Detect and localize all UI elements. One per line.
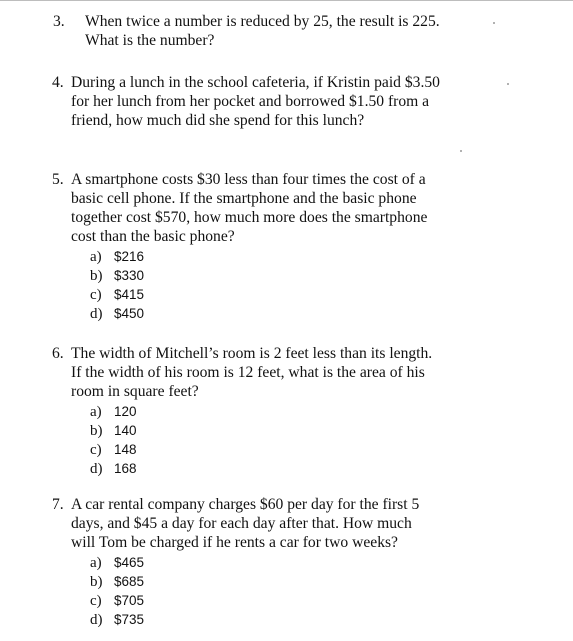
option-value: 168 [114,461,137,476]
option-letter: a) [90,404,102,420]
question-text-line: During a lunch in the school cafeteria, if Kristin paid $3.50 [71,74,440,91]
option-letter: b) [90,574,103,590]
answer-option [90,553,144,573]
answer-option [90,440,137,460]
question-text-line: A car rental company charges $60 per day for the first 5 [71,496,420,513]
question-text-line: together cost $570, how much more does the smartphone [71,209,428,226]
question-text-line: room in square feet? [71,383,199,400]
option-value: 120 [114,404,137,419]
question-text-line: What is the number? [85,32,215,49]
option-value: 140 [114,423,137,438]
question-text-line: basic cell phone. If the smartphone and the basic phone [71,190,417,207]
option-value: $735 [114,612,145,627]
option-letter: b) [90,268,103,284]
option-letter: c) [90,287,102,303]
question-number: 5. [52,171,64,188]
option-letter: c) [90,442,102,458]
answer-option [90,572,144,592]
option-value: $465 [114,555,145,570]
option-value: $705 [114,593,145,608]
option-value: $216 [114,249,145,264]
answer-option [90,402,137,422]
option-letter: d) [90,306,103,322]
scan-dot [493,22,495,24]
question-text-line: friend, how much did she spend for this lunch? [71,112,365,129]
answer-option [90,610,144,630]
option-value: 148 [114,442,137,457]
answer-option [90,285,144,305]
question-number: 6. [52,345,64,362]
scan-dot [507,83,509,85]
option-value: $450 [114,306,145,321]
question-text-line: A smartphone costs $30 less than four times the cost of a [71,171,426,188]
option-value: $415 [114,287,145,302]
answer-option [90,421,137,441]
option-letter: d) [90,612,103,628]
question-text-line: When twice a number is reduced by 25, the result is 225. [85,13,440,30]
option-value: $330 [114,268,145,283]
option-letter: a) [90,555,102,571]
question-text-line: will Tom be charged if he rents a car for two weeks? [71,534,398,551]
scan-dot [460,150,462,152]
answer-option [90,591,144,611]
answer-option [90,247,144,267]
option-letter: a) [90,249,102,265]
question-text-line: If the width of his room is 12 feet, what is the area of his [71,364,425,381]
option-letter: b) [90,423,103,439]
question-text-line: The width of Mitchell’s room is 2 feet less than its length. [71,345,433,362]
question-number: 3. [53,13,65,30]
question-text-line: cost than the basic phone? [71,228,235,245]
top-border [0,0,573,1]
answer-option [90,304,144,324]
option-value: $685 [114,574,145,589]
question-text-line: days, and $45 a day for each day after that. How much [71,515,412,532]
question-number: 4. [52,74,64,91]
question-number: 7. [52,496,64,513]
question-text-line: for her lunch from her pocket and borrowed $1.50 from a [71,93,430,110]
option-letter: d) [90,461,103,477]
answer-option [90,266,144,286]
option-letter: c) [90,593,102,609]
answer-option [90,459,137,479]
